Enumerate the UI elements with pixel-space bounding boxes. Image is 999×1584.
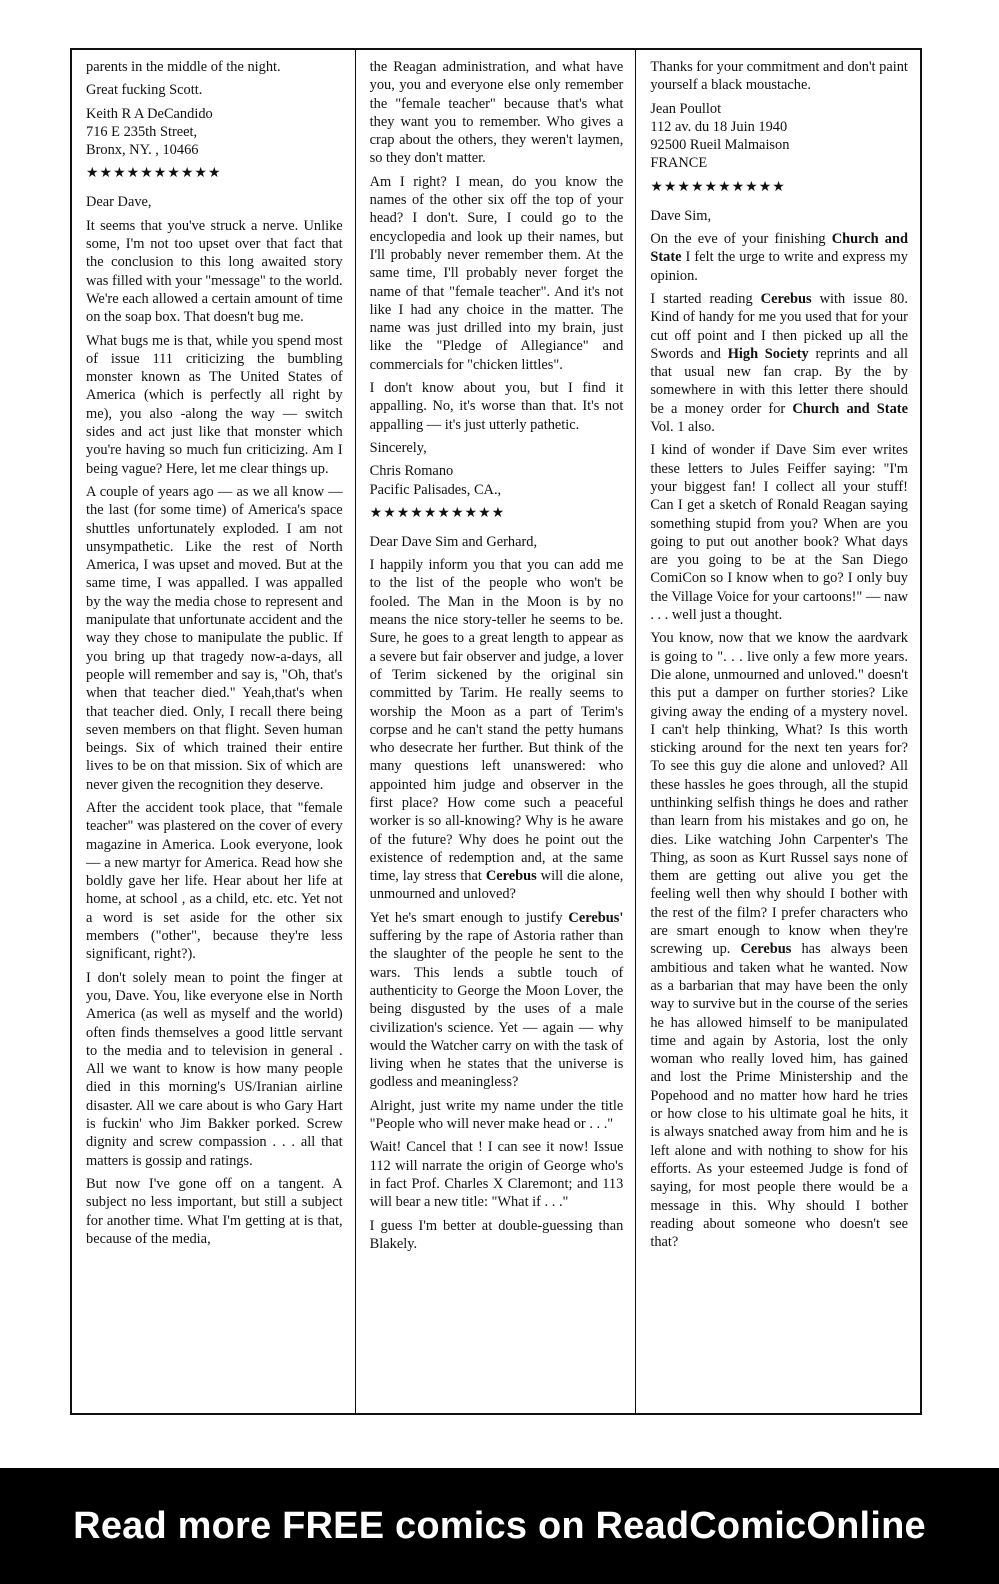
- star-divider: ★★★★★★★★★★: [369, 505, 506, 521]
- letter-signature-address: [86, 105, 343, 160]
- address-line: 716 E 235th Street,: [86, 123, 198, 140]
- letter-paragraph: What bugs me is that, while you spend most of issue 111 criticizing the bumbling monster known as The United States of America (which is perfectly all right by me), you also -along the way — switch sides and act just like that monster which you're having so much fun criticizing. Am I being vague? Here, let me clear things up.: [86, 332, 343, 477]
- address-line: Pacific Palisades, CA.,: [369, 481, 502, 498]
- letter-paragraph: the Reagan administration, and what have you, you and everyone else only remember the "female teacher" because that's what they want you to remember. Who gives a crap about the others, they weren't laymen, so they don't matter.: [369, 59, 624, 167]
- letter-paragraph: Great fucking Scott.: [86, 82, 203, 99]
- address-line: Bronx, NY. , 10466: [86, 142, 199, 159]
- letter-signature-address: [370, 462, 624, 499]
- letter-paragraph: But now I've gone off on a tangent. A subject no less important, but still a subject for another time. What I'm getting at is that, because of the media,: [86, 1175, 343, 1247]
- letter-paragraph: It seems that you've struck a nerve. Unlike some, I'm not too upset over that fact that the conclusion to this long awaited story was filled with your "message" to the world. We're each allowed a certain amount of time on the soap box. That doesn't bug me.: [86, 217, 343, 326]
- letter-paragraph: parents in the middle of the night.: [86, 59, 281, 75]
- star-divider: ★★★★★★★★★★: [86, 166, 222, 182]
- star-divider: ★★★★★★★★★★: [650, 179, 786, 195]
- letter-paragraph: Dear Dave,: [86, 194, 152, 211]
- address-line: FRANCE: [650, 155, 708, 172]
- letter-paragraph: I started reading Cerebus with issue 80. Kind of handy for me you used that for your cut off point and I then picked up all the Swords and High Society reprints and all that usual new fan crap. By the by somewhere in with this letter there should be a money order for Church and State Vol. 1 also.: [650, 290, 908, 436]
- letter-paragraph: On the eve of your finishing Church and State I felt the urge to write and express my opinion.: [650, 231, 908, 284]
- letter-paragraph: I kind of wonder if Dave Sim ever writes these letters to Jules Feiffer saying: "I'm your biggest fan! I collect all your stuff! Can I get a sketch of Ronald Reagan saying something stupid from you? When are you going to put out another book? What days are you going to be at the San Diego ComiCon so I know when to go? I only buy the Village Voice for your cartoons!" — naw . . . well just a thought.: [650, 442, 908, 624]
- letter-paragraph: Wait! Cancel that ! I can see it now! Issue 112 will narrate the origin of George who's in fact Prof. Charles X Claremont; and 113 will bear a new title: "What if . . .": [369, 1139, 624, 1211]
- address-line: Jean Poullot: [650, 100, 722, 117]
- address-line: 112 av. du 18 Juin 1940: [650, 118, 788, 135]
- letter-paragraph: Dave Sim,: [650, 207, 712, 224]
- letter-paragraph: A couple of years ago — as we all know — the last (for some time) of America's space shuttles unfortunately exploded. I am not unsympathetic. Like the rest of North America, I was upset and moved. But at the same time, I was appalled. I was appalled by the way the media chose to represent and manipulate that unfortunate accident and the way they chose to manipulate the public. If you bring up that tragedy now-a-days, all people will remember and say is, "Oh, that's when that teacher died." Yeah,that's when that teacher died. Only, I recall there being seven members on that flight. Seven human beings. Six of which trained their entire lives to be on that mission. Six of which are never given the recognition they deserve.: [86, 483, 343, 793]
- letter-paragraph: Alright, just write my name under the title "People who will never make head or . . .": [369, 1097, 624, 1133]
- letter-paragraph: You know, now that we know the aardvark is going to ". . . live only a few more years. Die alone, unmourned and unloved." doesn't this put a damper on further stories? Like giving away the ending of a mystery novel. I can't help thinking, What? Is this worth sticking around for the next ten years for? To see this guy die alone and unloved? All these hassles he goes through, all the stupid unthinking selfish things he does and rather than learn from his mistakes and go on, he dies. Like watching John Carpenter's The Thing, as soon as Kurt Russel says none of them are getting out alive you get the feeling well then why should I bother with the rest of the film? I prefer characters who are smart enough to know when they're screwing up. Cerebus has always been ambitious and taken what he wanted. Now as a barbarian that may have been the only way to survive but in the course of the series he has allowed himself to be manipulated time and again by Astoria, lost the only woman who really loved him, has gained and lost the Prime Ministership and the Popehood and no matter how hard he tries or how close to his ultimate goal he hits, it is always snatched away from him and he is left alone and with nothing to show for his efforts. As your esteemed Judge is fond of saying, for most people there would be a message in this. Why should I bother reading about someone who doesn't see that?: [650, 630, 908, 1251]
- letter-paragraph: Am I right? I mean, do you know the names of the other six off the top of your head? I don't. Sure, I could go to the encyclopedia and look up their names, but I'll probably never remember them. At the same time, I'll probably never forget the name of that "female teacher". And it's not like I had any choice in the matter. The name was just drilled into my brain, just like the "Pledge of Allegiance" and commercials for "chicken littles".: [369, 173, 624, 373]
- letter-column-2: [355, 50, 636, 1413]
- address-line: 92500 Rueil Malmaison: [650, 137, 790, 154]
- letter-signature-address: [650, 100, 908, 173]
- letter-column-3: [635, 50, 920, 1413]
- letter-paragraph: I happily inform you that you can add me to the list of the people who won't be fooled. The Man in the Moon is by no means the nice story-teller he seems to be. Sure, he goes to a great length to appear as a severe but fair observer and judge, a lover of Terim sickened by the original sin committed by Tarim. He really seems to worship the Moon as a part of Terim's corpse and he can't stand the petty humans who desecrate her further. But think of the many questions left unanswered: who appointed him judge and observer in the first place? How come such a peaceful worker is so all-knowing? Why is he aware of the future? Why does he point out the existence of redemption and, at the same time, lay stress that Cerebus will die alone, unmourned and unloved?: [369, 557, 624, 903]
- letter-column-1: [72, 50, 355, 1413]
- promo-banner[interactable]: [0, 1468, 999, 1584]
- letter-paragraph: I don't solely mean to point the finger at you, Dave. You, like everyone else in North America (as well as myself and the world) often finds themselves a good little servant to the media and to television in general . All we want to know is how many people died in this morning's US/Iranian airline disaster. All we care about is who Gary Hart is fuckin' who Jim Bakker porked. Screw dignity and screw compassion . . . all that matters is gossip and ratings.: [86, 969, 343, 1169]
- promo-banner-text: Read more FREE comics on ReadComicOnline: [73, 1504, 926, 1547]
- letter-paragraph: Dear Dave Sim and Gerhard,: [369, 533, 538, 550]
- letters-page-frame: [70, 48, 922, 1415]
- address-line: Keith R A DeCandido: [86, 105, 213, 122]
- letter-paragraph: Sincerely,: [369, 439, 427, 456]
- address-line: Chris Romano: [369, 463, 454, 480]
- letter-paragraph: After the accident took place, that "female teacher" was plastered on the cover of every magazine in America. Look everyone, look — a new martyr for America. Read how she boldly gave her life. Hear about her life at home, at school , as a child, etc. etc. Yet not a word is set aside for the other six members ("other", because they're less significant, right?).: [86, 799, 343, 963]
- letter-paragraph: Thanks for your commitment and don't paint yourself a black moustache.: [650, 59, 908, 94]
- letter-paragraph: I guess I'm better at double-guessing than Blakely.: [369, 1217, 624, 1252]
- letter-paragraph: Yet he's smart enough to justify Cerebus' suffering by the rape of Astoria rather than the slaughter of the people he sent to the wars. This lends a subtle touch of authenticity to George the Moon Lover, the being disgusted by the uses of a male civilization's science. Yet — again — why would the Watcher carry on with the task of living when he states that the universe is godless and meaningless?: [369, 909, 624, 1091]
- letter-paragraph: I don't know about you, but I find it appalling. No, it's worse than that. It's not appalling — it's just utterly pathetic.: [369, 380, 624, 433]
